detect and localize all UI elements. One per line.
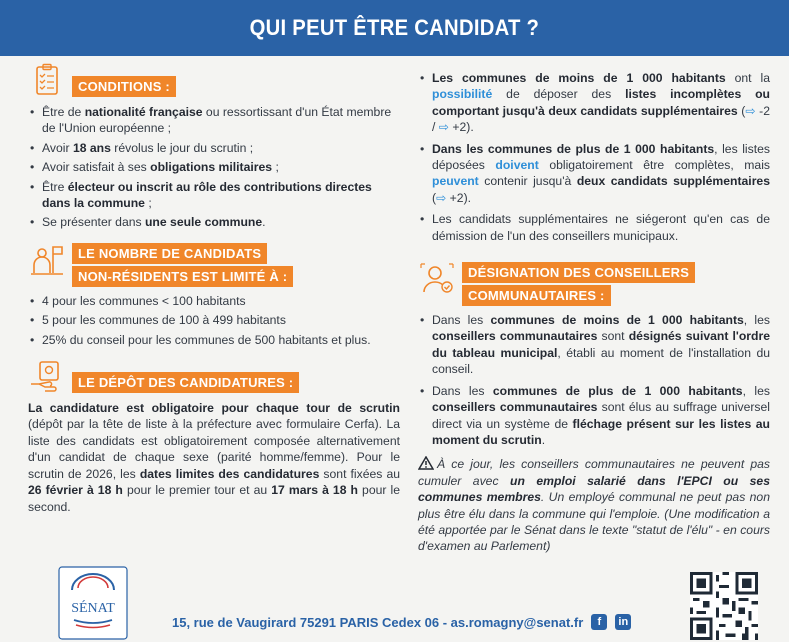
list-item: • Se présenter dans une seule commune. <box>28 214 400 230</box>
facebook-icon[interactable]: f <box>591 614 607 630</box>
arrow-right-icon: ⇨ <box>438 120 449 135</box>
communes-list <box>418 70 770 244</box>
designation-tag-line2: COMMUNAUTAIRES : <box>462 285 611 306</box>
senat-logo <box>58 566 128 640</box>
conditions-list <box>28 104 400 231</box>
non-residents-tag-line1: LE NOMBRE DE CANDIDATS <box>72 243 267 264</box>
hand-document-icon <box>28 358 66 396</box>
conditions-heading <box>28 62 400 100</box>
person-check-icon <box>418 260 456 298</box>
designation-heading <box>418 260 770 308</box>
footer-address[interactable]: 15, rue de Vaugirard 75291 PARIS Cedex 06 - as.romagny@senat.fr <box>172 614 584 630</box>
list-item: • Dans les communes de plus de 1 000 habitants, les conseillers communautaires sont élus au suffrage universel direct via un système de fléchage présent sur les listes au moment du scrutin. <box>418 383 770 449</box>
depot-paragraph: La candidature est obligatoire pour chaque tour de scrutin (dépôt par la tête de liste à la préfecture avec formulaire Cerfa). La liste des candidats est obligatoirement composée alternativement d'un candidat de chaque sexe (parité homme/femme). Pour le scrutin de 2026, les dates limites des candidatures sont fixées au 26 février à 18 h pour le premier tour et au 17 mars à 18 h pour le second. <box>28 401 401 514</box>
arrow-right-icon: ⇨ <box>745 103 756 118</box>
page-title: QUI PEUT ÊTRE CANDIDAT ? <box>249 15 540 40</box>
footer-contact <box>172 614 631 630</box>
linkedin-icon[interactable]: in <box>615 614 631 630</box>
warning-note: À ce jour, les conseillers communautaires ne peuvent pas cumuler avec un emploi salarié dans l'EPCI ou ses communes membres. Un employé communal ne peut pas non plus être élu dans la commune qui l'emploie. (Une modification a été apportée par le Sénat dans le texte "statut de l'élu" - en cours d'examen au Parlement) <box>418 457 770 554</box>
list-item: • Avoir 18 ans révolus le jour du scrutin ; <box>28 140 400 156</box>
depot-tag: LE DÉPÔT DES CANDIDATURES : <box>72 372 299 393</box>
list-item: • Les communes de moins de 1 000 habitants ont la possibilité de déposer des listes incomplètes ou comportant jusqu'à deux candidats supplémentaires (⇨ -2 / ⇨ +2). <box>418 70 770 136</box>
list-item: • Être de nationalité française ou ressortissant d'un État membre de l'Union européenne ; <box>28 104 400 137</box>
designation-tag-line1: DÉSIGNATION DES CONSEILLERS <box>462 262 695 283</box>
designation-list <box>418 312 770 448</box>
list-item: • Être électeur ou inscrit au rôle des contributions directes dans la commune ; <box>28 179 400 212</box>
non-residents-list <box>28 293 400 348</box>
depot-heading <box>28 358 400 396</box>
header-banner <box>0 0 789 56</box>
list-item: • Avoir satisfait à ses obligations militaires ; <box>28 159 400 175</box>
list-item: • 25% du conseil pour les communes de 500 habitants et plus. <box>28 332 400 348</box>
person-flag-icon <box>28 241 66 279</box>
non-residents-heading <box>28 241 400 289</box>
list-item: • Dans les communes de moins de 1 000 habitants, les conseillers communautaires sont désignés suivant l'ordre du tableau municipal, établi au moment de l'installation du conseil. <box>418 312 770 378</box>
list-item: • Dans les communes de plus de 1 000 habitants, les listes déposées doivent obligatoirement être complètes, mais peuvent contenir jusqu'à deux candidats supplémentaires (⇨ +2). <box>418 141 770 207</box>
qr-code <box>690 572 758 640</box>
right-column <box>418 70 770 555</box>
svg-text:SÉNAT: SÉNAT <box>71 601 115 616</box>
list-item: • 5 pour les communes de 100 à 499 habitants <box>28 312 400 328</box>
checklist-icon <box>28 62 66 100</box>
warning-icon <box>418 456 434 470</box>
conditions-tag: CONDITIONS : <box>72 76 176 97</box>
non-residents-tag-line2: NON-RÉSIDENTS EST LIMITÉ À : <box>72 266 293 287</box>
list-item: • 4 pour les communes < 100 habitants <box>28 293 400 309</box>
left-column <box>28 62 400 515</box>
arrow-right-icon: ⇨ <box>436 190 447 205</box>
list-item: • Les candidats supplémentaires ne siégeront qu'en cas de démission de l'un des conseillers municipaux. <box>418 211 770 244</box>
